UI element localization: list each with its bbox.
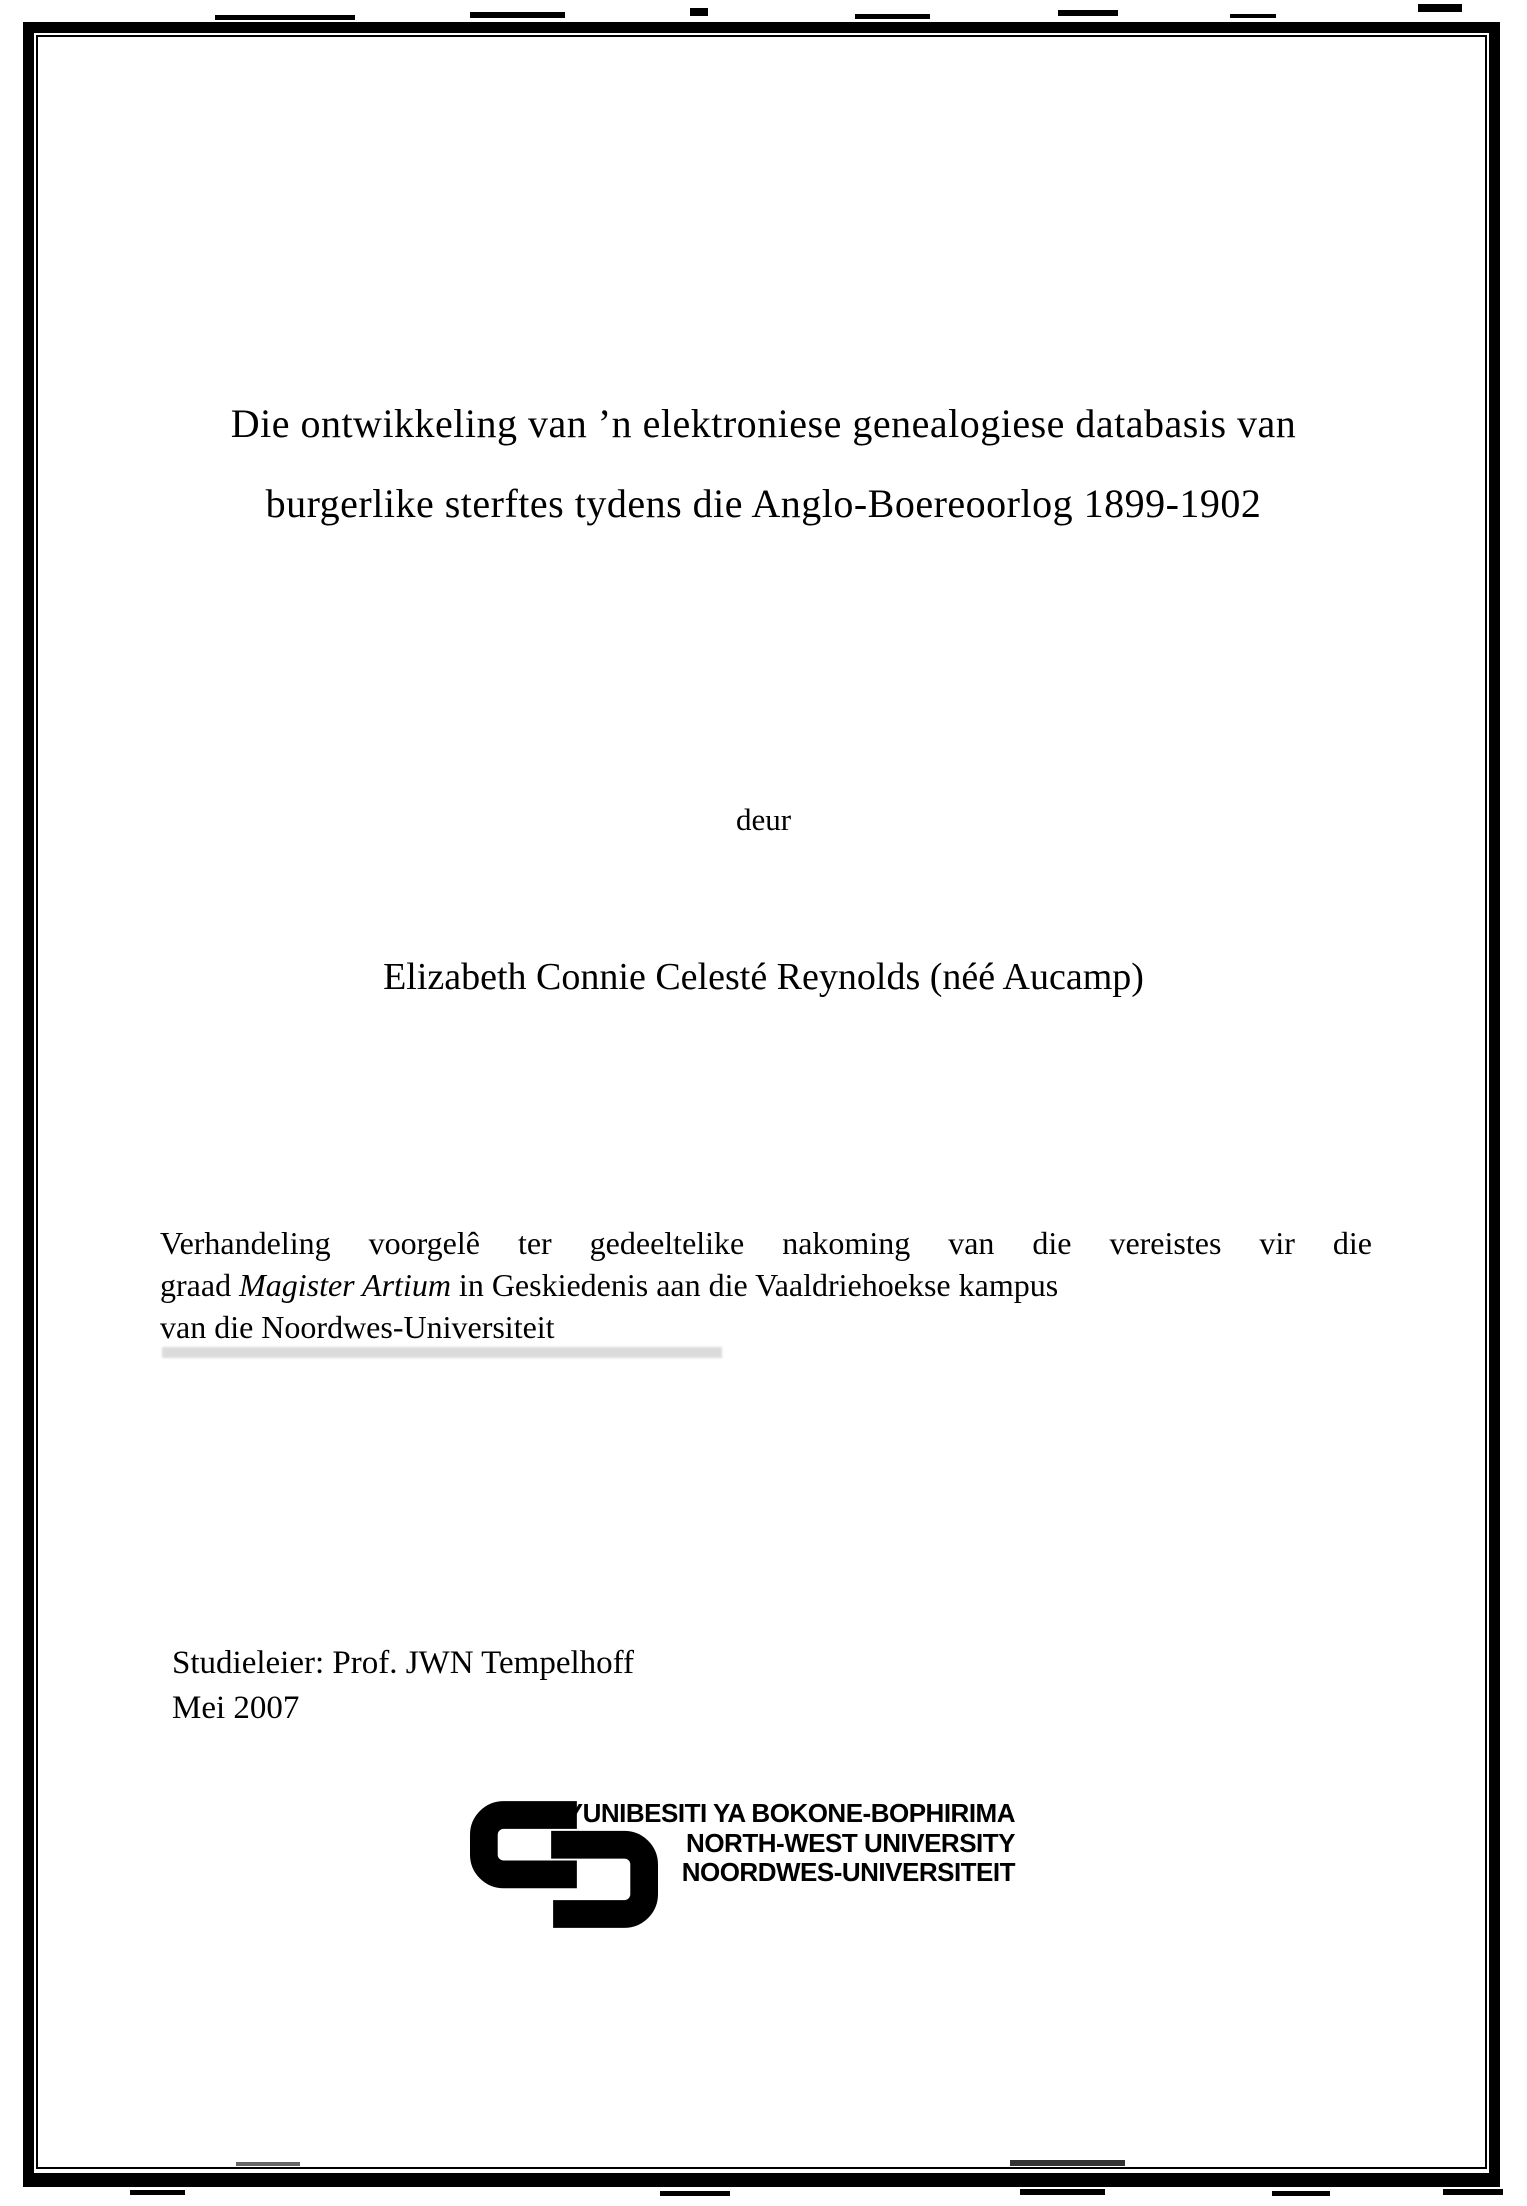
scan-artifact — [1010, 2160, 1125, 2166]
scan-artifact — [1272, 2191, 1330, 2196]
scan-artifact — [470, 12, 565, 18]
supervisor-block — [172, 1641, 634, 1731]
date-line: Mei 2007 — [172, 1690, 300, 1726]
supervisor-line: Studieleier: Prof. JWN Tempelhoff — [172, 1645, 635, 1681]
logo-line-english: NORTH-WEST UNIVERSITY — [686, 1827, 1015, 1858]
scan-artifact — [855, 14, 930, 19]
scan-artifact — [236, 2162, 300, 2166]
author-name: Elizabeth Connie Celesté Reynolds (néé Aucamp) — [383, 956, 1144, 998]
thesis-title-line-2: burgerlike sterftes tydens die Anglo-Boereoorlog 1899-1902 — [265, 481, 1262, 526]
scan-artifact — [1443, 2189, 1503, 2195]
scan-artifact — [1230, 14, 1276, 18]
statement-line-1: Verhandeling voorgelê ter gedeeltelike nakoming van die vereistes vir die — [160, 1225, 1372, 1261]
scan-artifact — [690, 8, 708, 16]
nwu-logo-wordmark — [566, 1799, 1015, 1888]
byline-label: deur — [735, 802, 792, 837]
scan-artifact — [1418, 4, 1462, 12]
statement-line-3: van die Noordwes-Universiteit — [160, 1309, 555, 1345]
scan-smudge — [162, 1347, 722, 1358]
scan-artifact — [660, 2191, 730, 2196]
logo-line-afrikaans: NOORDWES-UNIVERSITEIT — [681, 1857, 1015, 1887]
thesis-title — [60, 384, 1467, 544]
scan-artifact — [215, 15, 355, 20]
scan-artifact — [1020, 2189, 1105, 2195]
logo-line-setswana: YUNIBESITI YA BOKONE-BOPHIRIMA — [565, 1798, 1015, 1828]
thesis-title-line-1: Die ontwikkeling van ’n elektroniese genealogiese databasis van — [230, 401, 1297, 446]
statement-line-2-suffix: in Geskiedenis aan die Vaaldriehoekse kampus — [450, 1267, 1059, 1303]
scan-artifact — [130, 2190, 185, 2195]
scan-artifact — [1058, 10, 1118, 16]
degree-name: Magister Artium — [239, 1267, 451, 1303]
thesis-statement — [160, 1222, 1372, 1348]
statement-line-2-prefix: graad — [160, 1267, 240, 1303]
statement-line-2 — [160, 1264, 1372, 1306]
